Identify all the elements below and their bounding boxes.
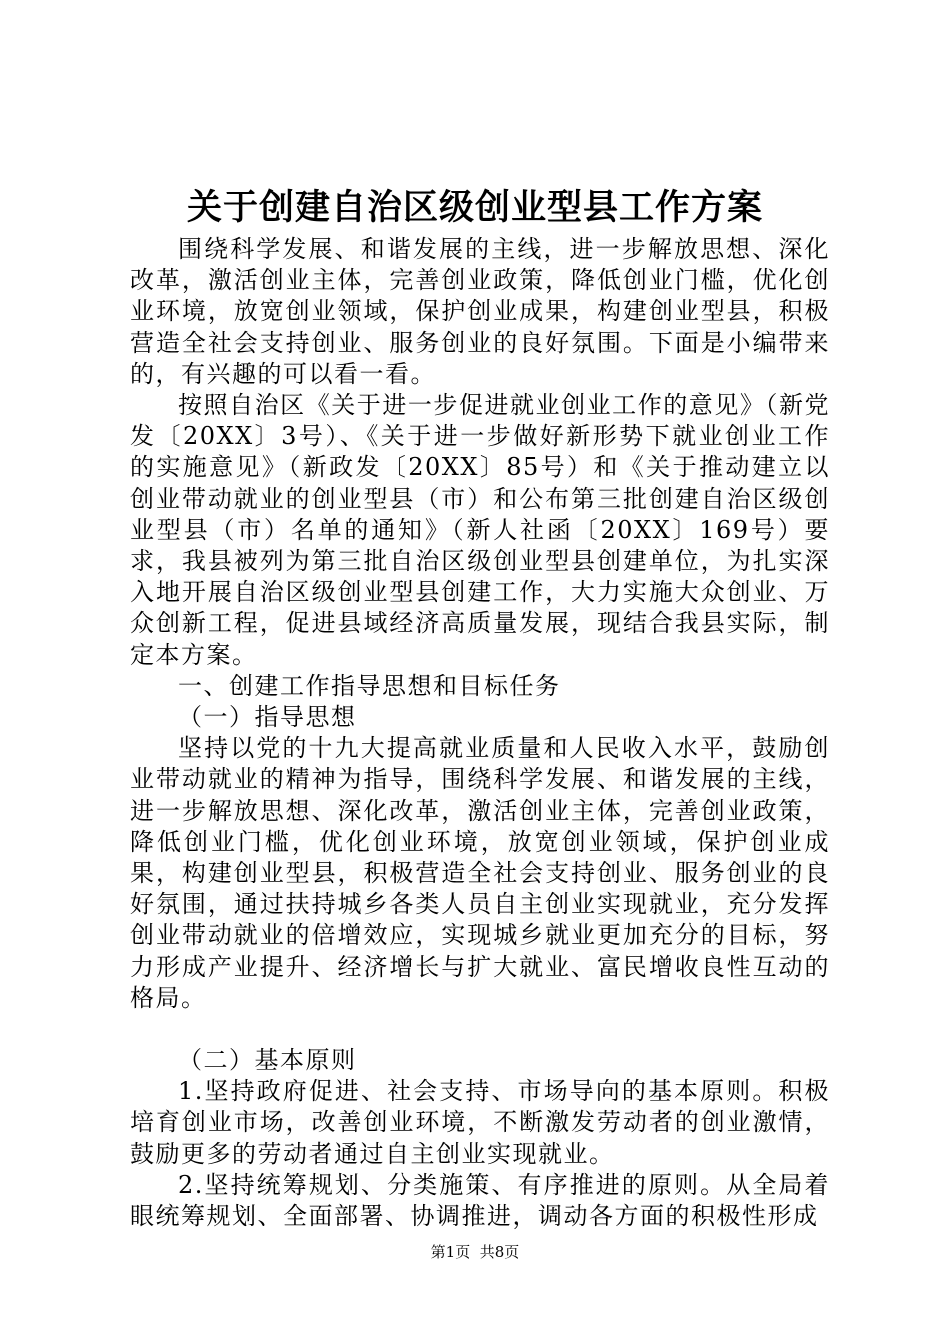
document-body [130,234,830,1232]
principle-1-paragraph: 1.坚持政府促进、社会支持、市场导向的基本原则。积极培育创业市场，改善创业环境，不断激发劳动者的创业激情，鼓励更多的劳动者通过自主创业实现就业。 [130,1077,830,1168]
paragraph-spacer [130,1014,830,1045]
principle-2-paragraph: 2.坚持统筹规划、分类施策、有序推进的原则。从全局着眼统筹规划、全面部署、协调推进，调动各方面的积极性形成 [130,1170,830,1231]
page-footer [0,1242,950,1262]
document-title: 关于创建自治区级创业型县工作方案 [186,187,763,228]
basis-paragraph: 按照自治区《关于进一步促进就业创业工作的意见》（新党发〔20XX〕3号）、《关于进一步做好新形势下就业创业工作的实施意见》（新政发〔20XX〕85号）和《关于推动建立以创业带动就业的创业型县（市）和公布第三批创建自治区级创业型县（市）名单的通知》（新人社函〔20XX〕169号）要求，我县被列为第三批自治区级创业型县创建单位，为扎实深入地开展自治区级创业型县创建工作，大力实施大众创业、万众创新工程，促进县域经济高质量发展，现结合我县实际，制定本方案。 [130,391,830,669]
subsection-heading-principles: （二）基本原则 [178,1046,357,1075]
section-heading-1: 一、创建工作指导思想和目标任务 [178,671,561,700]
total-pages: 共8页 [479,1243,520,1261]
guiding-thought-paragraph: 坚持以党的十九大提高就业质量和人民收入水平，鼓励创业带动就业的精神为指导，围绕科学发展、和谐发展的主线，进一步解放思想、深化改革，激活创业主体，完善创业政策，降低创业门槛，优化创业环境，放宽创业领域，保护创业成果，构建创业型县，积极营造全社会支持创业、服务创业的良好氛围，通过扶持城乡各类人员自主创业实现就业，充分发挥创业带动就业的倍增效应，实现城乡就业更加充分的目标，努力形成产业提升、经济增长与扩大就业、富民增收良性互动的格局。 [130,734,830,1012]
subsection-heading-guiding: （一）指导思想 [178,703,357,732]
page-number: 第1页 [430,1243,471,1261]
intro-paragraph: 围绕科学发展、和谐发展的主线，进一步解放思想、深化改革，激活创业主体，完善创业政策，降低创业门槛，优化创业环境，放宽创业领域，保护创业成果，构建创业型县，积极营造全社会支持创业、服务创业的良好氛围。下面是小编带来的，有兴趣的可以看一看。 [130,235,830,388]
